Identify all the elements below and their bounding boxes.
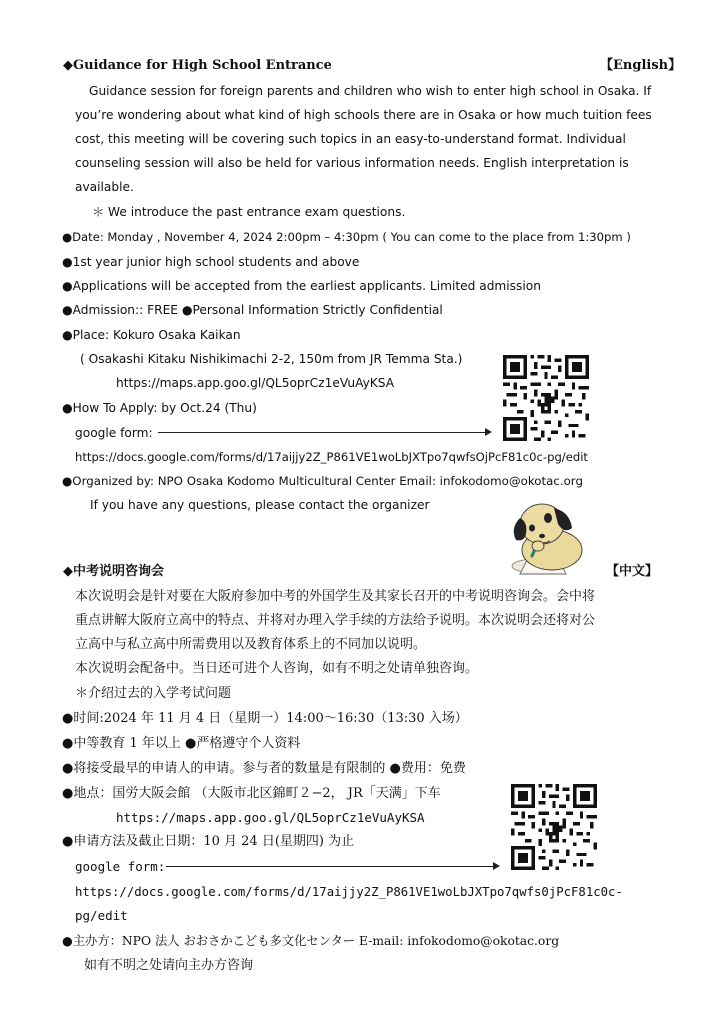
- english-intro-line-4: counseling session will also be held for various information needs. English interpretation is: [75, 156, 629, 170]
- english-date: ●Date: Monday , November 4, 2024 2:00pm – 4:30pm ( You can come to the place from 1:30pm ): [62, 230, 631, 244]
- english-address: ( Osakashi Kitaku Nishikimachi 2-2, 150m from JR Temma Sta.): [80, 352, 463, 366]
- chinese-intro-line-3: 立高中与私立高中所需费用以及教育体系上的不同加以说明。: [75, 637, 427, 652]
- chinese-exam-note: ＊介绍过去的入学考试问题: [75, 686, 232, 701]
- english-applications: ●Applications will be accepted from the earliest applicants. Limited admission: [62, 279, 541, 293]
- chinese-form-link-line-2[interactable]: pg/edit: [75, 908, 128, 923]
- chinese-intro-line-4: 本次说明会配备中。当日还可进个人咨询，如有不明之处请单独咨询。: [75, 661, 479, 676]
- chinese-place: ●地点：国労大阪会館 （大阪市北区錦町２−2， JR「天满」下车: [62, 786, 441, 801]
- english-qr-code[interactable]: [503, 355, 589, 441]
- chinese-contact-note: 如有不明之处请向主办方咨询: [84, 958, 254, 973]
- chinese-time: ●时间:2024 年 11 月 4 日（星期一）14:00～16:30（13:30 入场）: [62, 711, 468, 726]
- chinese-applications: ●将接受最早的申请人的申请。参与者的数量是有限制的 ●费用：免费: [62, 761, 466, 776]
- dog-illustration: [498, 494, 590, 580]
- english-exam-note: ＊ We introduce the past entrance exam questions.: [92, 205, 406, 219]
- english-form-arrow: [158, 432, 490, 433]
- chinese-language-tag: 【中文】: [606, 564, 659, 579]
- chinese-organizer: ●主办方：NPO 法人 おおさかこども多文化センター E-mail: infokodomo@okotac.org: [62, 934, 560, 948]
- chinese-intro-line-1: 本次说明会是针对要在大阪府参加中考的外国学生及其家长召开的中考说明咨询会。会中将: [75, 589, 596, 604]
- chinese-qr-code[interactable]: [511, 784, 597, 870]
- chinese-intro-line-2: 重点讲解大阪府立高中的特点、并将对办理入学手续的方法给予说明。本次说明会还将对公: [75, 613, 596, 628]
- english-how-to-apply: ●How To Apply: by Oct.24 (Thu): [62, 401, 257, 415]
- english-form-link[interactable]: https://docs.google.com/forms/d/17aijjy2Z_P861VE1woLbJXTpo7qwfsOjPcF81c0c-pg/edit: [75, 450, 588, 464]
- english-intro-line-1: Guidance session for foreign parents and children who wish to enter high school in Osaka. If: [89, 84, 652, 98]
- english-organizer: ●Organized by: NPO Osaka Kodomo Multicultural Center Email: infokodomo@okotac.org: [62, 474, 583, 488]
- chinese-map-link[interactable]: https://maps.app.goo.gl/QL5oprCz1eVuAyKSA: [116, 810, 425, 825]
- chinese-eligibility: ●中等教育 1 年以上 ●严格遵守个人资料: [62, 736, 301, 751]
- english-place: ●Place: Kokuro Osaka Kaikan: [62, 328, 241, 342]
- english-contact-note: If you have any questions, please contact the organizer: [90, 498, 430, 512]
- english-intro-line-5: available.: [75, 180, 134, 194]
- english-intro-line-3: cost, this meeting will be covering such topics in an easy-to-understand format. Individual: [75, 132, 626, 146]
- chinese-google-form-label: google form:: [75, 859, 166, 874]
- chinese-section-title: ◆中考说明咨询会: [63, 564, 164, 579]
- english-google-form-label: google form:: [75, 426, 153, 440]
- english-eligibility: ●1st year junior high school students and above: [62, 255, 360, 269]
- chinese-form-link-line-1[interactable]: https://docs.google.com/forms/d/17aijjy2Z_P861VE1woLbJXTpo7qwfs0jPcF81c0c-: [75, 885, 623, 899]
- chinese-apply: ●申请方法及截止日期：10 月 24 日(星期四) 为止: [62, 834, 355, 849]
- english-admission: ●Admission:: FREE ●Personal Information Strictly Confidential: [62, 303, 443, 317]
- chinese-form-arrow: [166, 866, 498, 867]
- english-language-tag: 【English】: [600, 58, 682, 73]
- english-map-link[interactable]: https://maps.app.goo.gl/QL5oprCz1eVuAyKSA: [116, 376, 395, 390]
- english-intro-line-2: you’re wondering about what kind of high schools there are in Osaka or how much tuition fees: [75, 108, 652, 122]
- english-section-title: ◆Guidance for High School Entrance: [63, 58, 332, 73]
